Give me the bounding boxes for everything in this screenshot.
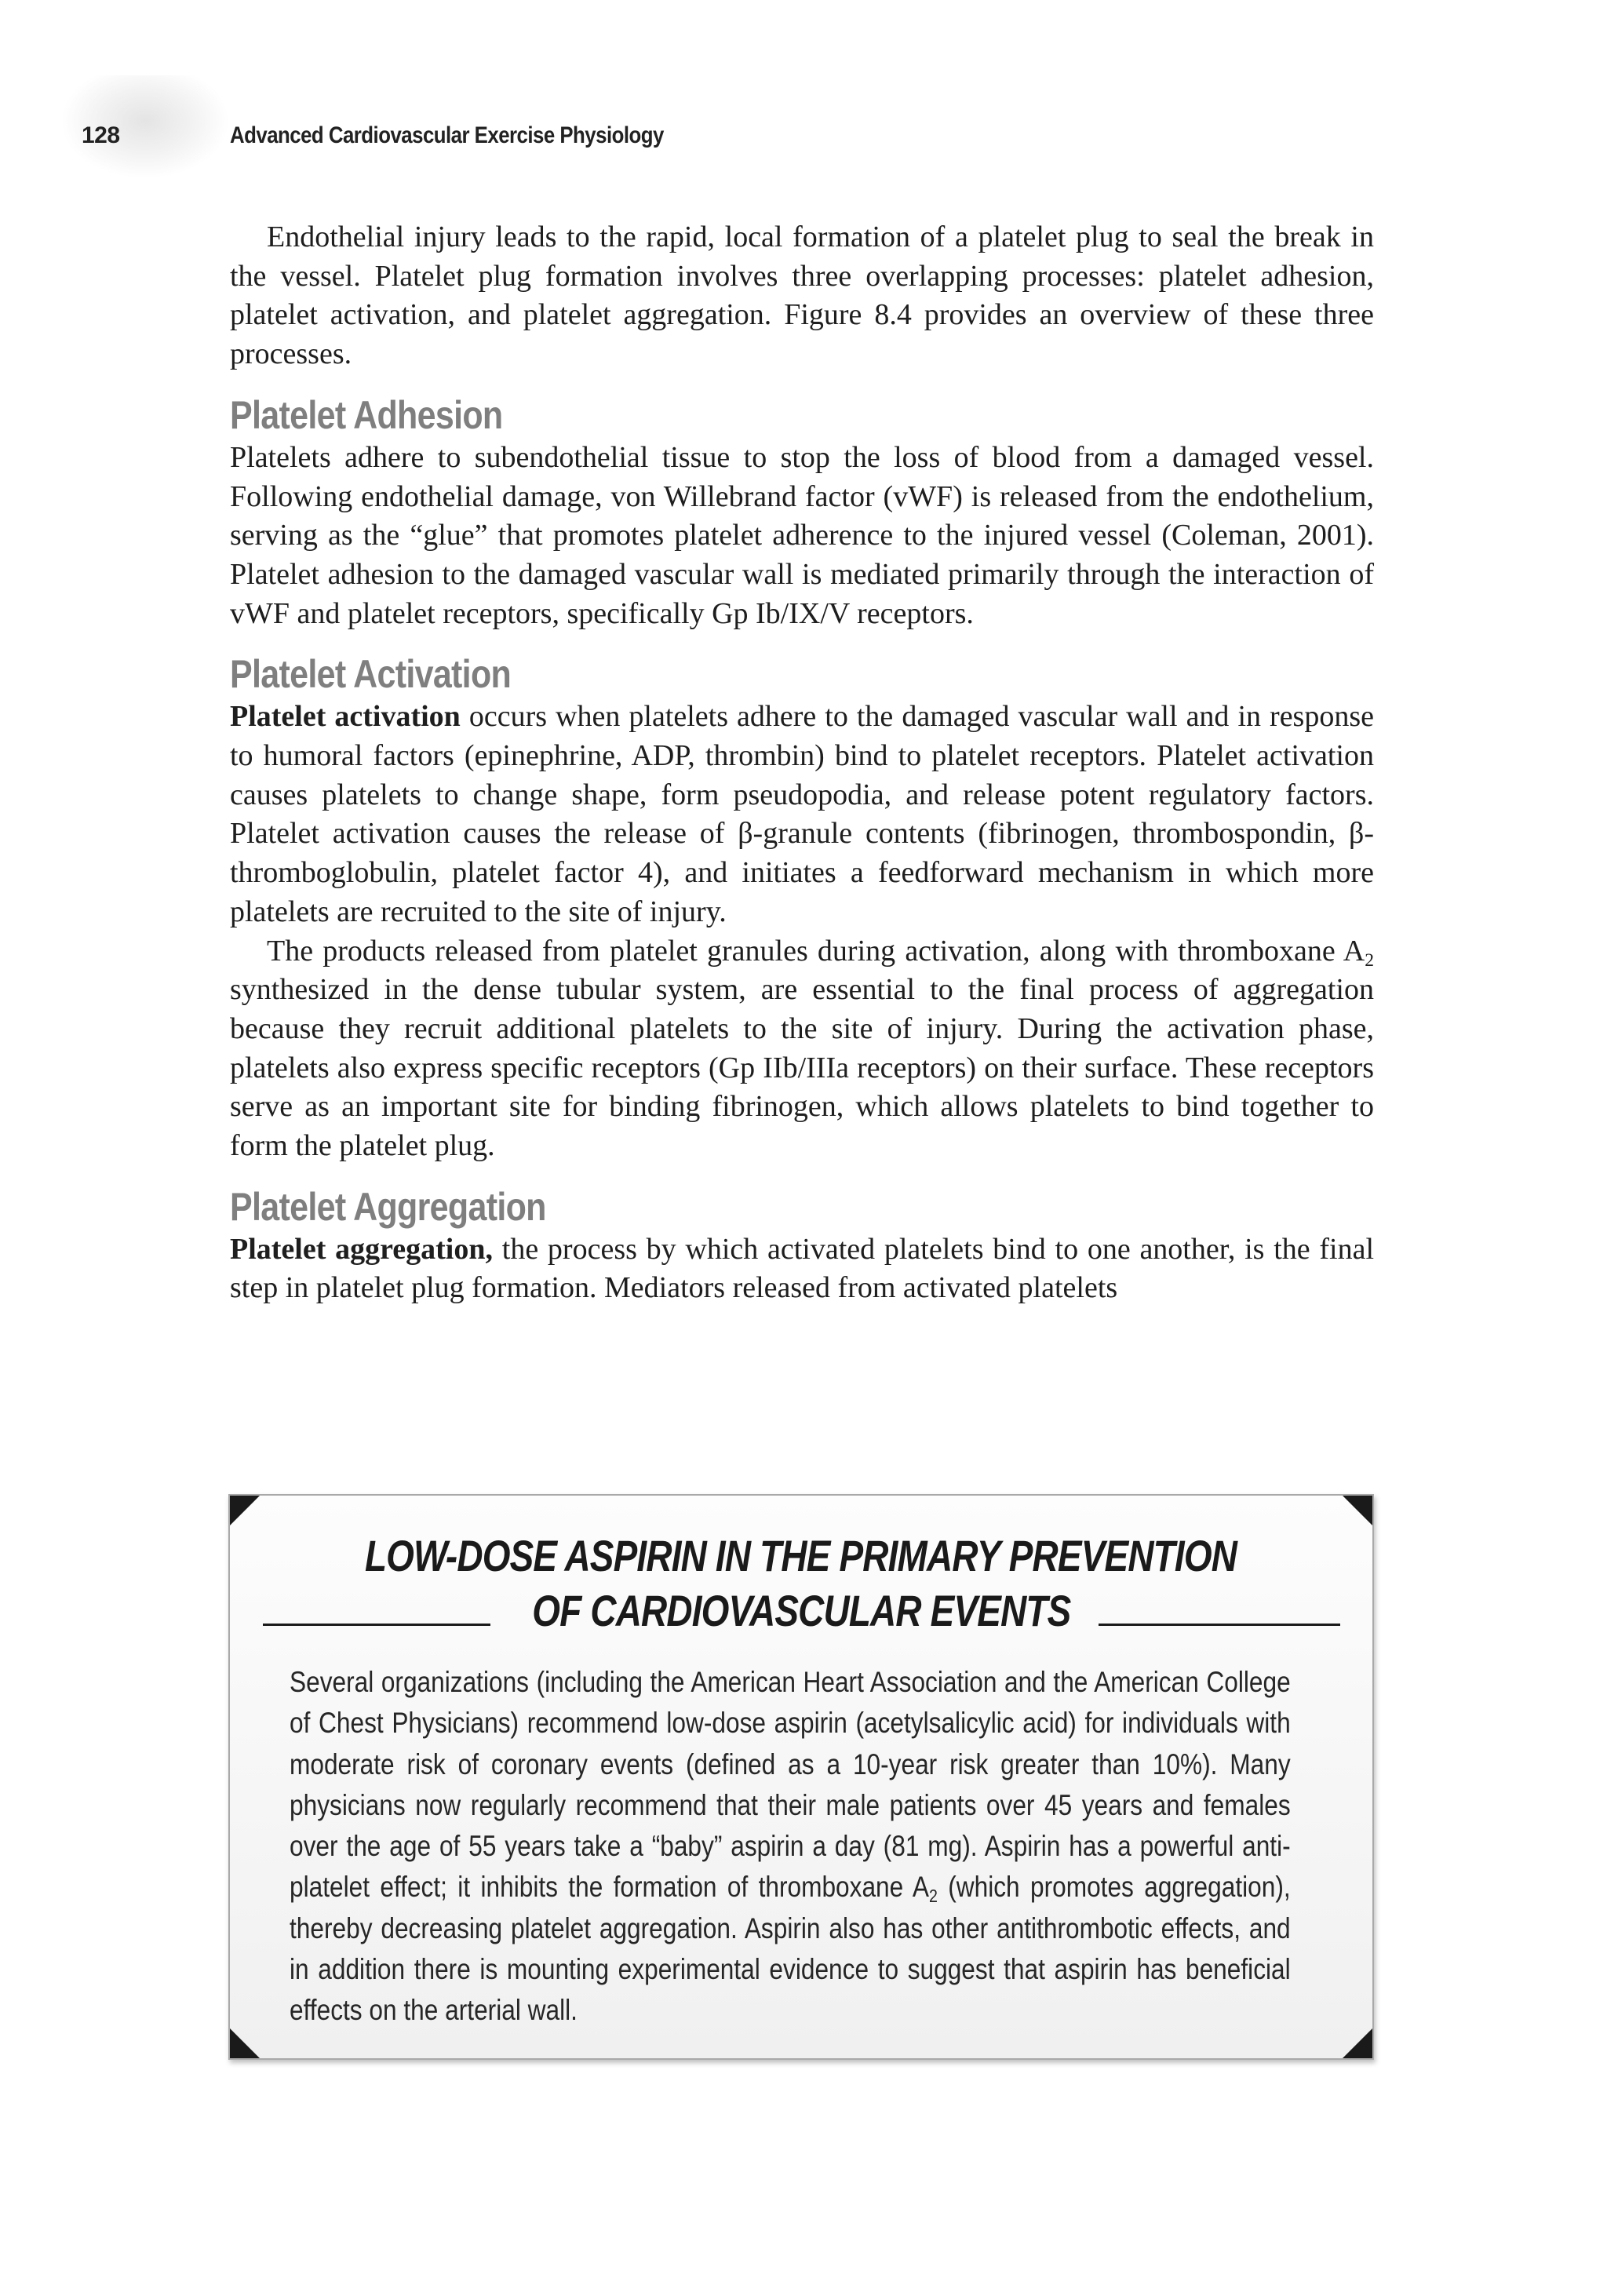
activation-paragraph-1: [230, 698, 1374, 931]
heading-platelet-aggregation: Platelet Aggregation: [230, 1184, 546, 1229]
sidebar-title-rule-right: [1099, 1624, 1340, 1626]
intro-paragraph: Endothelial injury leads to the rapid, local formation of a platelet plug to seal the break in the vessel. Platelet plug formation involves three overlapping processes: platelet adhesion, platelet activation, and platelet aggregation. Figure 8.4 provides an overview of these three processes.: [230, 220, 1374, 371]
term-platelet-aggregation: Platelet aggregation,: [230, 1232, 494, 1266]
heading-platelet-activation: Platelet Activation: [230, 652, 512, 697]
corner-ornament-bottom-right: [1343, 2028, 1372, 2058]
aspirin-sidebar-box: [228, 1494, 1374, 2060]
heading-platelet-adhesion: Platelet Adhesion: [230, 392, 503, 437]
activation-p2-text-b: synthesized in the dense tubular system, are essential to the final process of aggregation because they recruit additional platelets to the site of injury. During the activation phase, platelets also express specific receptors (Gp IIb/IIIa receptors) on their surface. These receptors serve as an important site for binding fibrinogen, which allows platelets to bind together to form the platelet plug.: [230, 973, 1374, 1163]
running-head: Advanced Cardiovascular Exercise Physiology: [230, 122, 664, 148]
sidebar-subscript-2: 2: [928, 1886, 938, 1907]
subscript-2: 2: [1365, 949, 1374, 971]
main-text: [230, 218, 1374, 1308]
adhesion-paragraph: Platelets adhere to subendothelial tissue to stop the loss of blood from a damaged vessel. Following endothelial damage, von Willebrand factor (vWF) is released from the endothelium, serving as the “glue” that promotes platelet adherence to the injured vessel (Coleman, 2001). Platelet adhesion to the damaged vascular wall is mediated primarily through the interaction of vWF and platelet receptors, specifically Gp Ib/​IX/V receptors.: [230, 440, 1374, 630]
activation-paragraph-2: [230, 932, 1374, 1166]
sidebar-body-text-a: Several organizations (including the American Heart Association and the American College of Chest Physicians) recommend low-dose aspirin (acetylsalicylic acid) for individuals with moderate risk of coronary events (defined as a 10-year risk greater than 10%). Many physicians now regularly recommend that their male patients over 45 years and females over the age of 55 years take a “baby” aspirin a day (81 mg). Aspirin has a powerful antiplatelet effect; it inhibits the formation of thromboxane A: [290, 1666, 1291, 1904]
sidebar-title-line-2-text: OF CARDIOVASCULAR EVENTS: [531, 1586, 1071, 1635]
corner-ornament-top-left: [230, 1496, 260, 1525]
corner-ornament-bottom-left: [230, 2028, 260, 2058]
page-number: 128: [82, 122, 120, 148]
term-platelet-activation: Platelet activation: [230, 700, 461, 734]
aggregation-paragraph: [230, 1230, 1374, 1308]
sidebar-body-text-b: (which promotes aggregation), thereby decreasing platelet aggregation. Aspirin also has other antithrombotic effects, and in addition there is mounting experimental evidence to suggest that aspirin has beneficial effects on the arterial wall.: [290, 1871, 1291, 2027]
sidebar-title-line-1: [230, 1530, 1372, 1581]
activation-paragraph-1-text: occurs when platelets adhere to the damaged vascular wall and in response to humoral factors (epinephrine, ADP, thrombin) bind to platelet receptors. Platelet activation causes platelets to change shape, form pseudopodia, and release potent regulatory factors. Platelet activation causes the release of β-granule contents (fibrinogen, thrombospondin, β-thromboglobulin, platelet factor 4), and initiates a feedforward mechanism in which more platelets are recruited to the site of injury.: [230, 700, 1375, 928]
activation-p2-text-a: The products released from platelet granules during activation, along with thromboxane A: [267, 934, 1365, 968]
sidebar-body: [290, 1662, 1291, 2032]
sidebar-title-line-1-text: LOW-DOSE ASPIRIN IN THE PRIMARY PREVENTION: [365, 1531, 1237, 1580]
sidebar-title-line-2: [230, 1585, 1372, 1636]
aggregation-paragraph-text: the process by which activated platelets bind to one another, is the final step in platelet plug formation. Mediators released from activated platelets: [230, 1232, 1374, 1305]
sidebar-title-rule-left: [263, 1624, 490, 1626]
corner-ornament-top-right: [1343, 1496, 1372, 1525]
